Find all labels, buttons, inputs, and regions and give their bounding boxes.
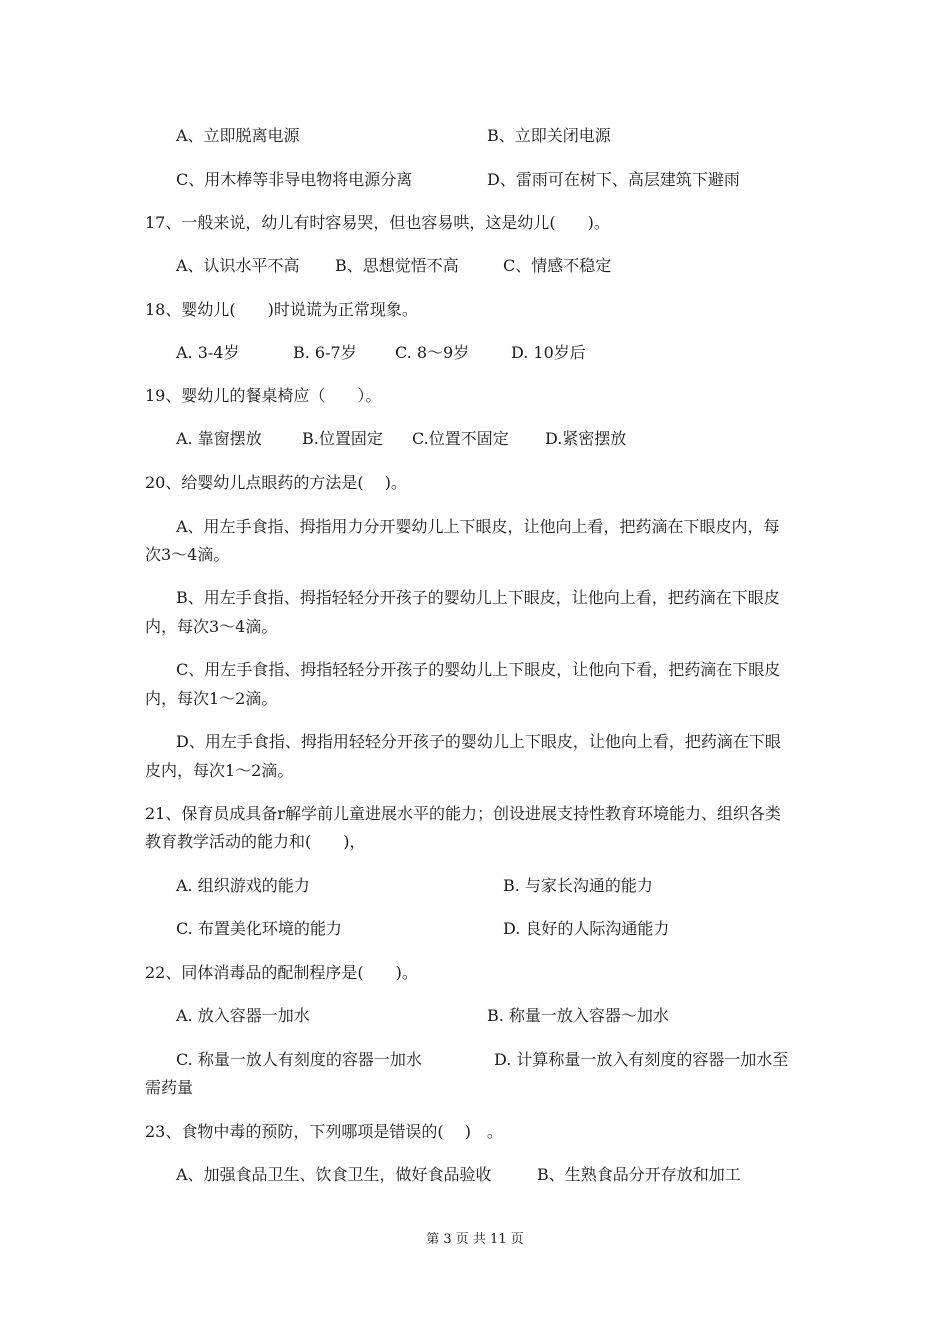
q21-option-c: C. 布置美化环境的能力	[176, 919, 342, 938]
q16-option-d: D、雷雨可在树下、高层建筑下避雨	[487, 170, 740, 189]
q22-option-d-line1: D. 计算称量一放入有刻度的容器一加水至	[494, 1050, 789, 1069]
q17-stem: 17、一般来说，幼儿有时容易哭，但也容易哄，这是幼儿( )。	[145, 213, 610, 232]
q20-option-b-line2: 内，每次3～4滴。	[145, 617, 278, 636]
q16-option-b: B、立即关闭电源	[487, 126, 611, 145]
q23-option-a: A、加强食品卫生、饮食卫生，做好食品验收	[176, 1165, 492, 1184]
q19-option-b: B.位置固定	[302, 429, 383, 448]
q22-option-c: C. 称量一放人有刻度的容器一加水	[176, 1050, 422, 1069]
q16-option-a: A、立即脱离电源	[176, 126, 300, 145]
q21-stem-line2: 教育教学活动的能力和( )，	[145, 832, 366, 851]
q18-option-b: B. 6-7岁	[293, 343, 357, 362]
q20-option-b-line1: B、用左手食指、拇指轻轻分开孩子的婴幼儿上下眼皮，让他向上看，把药滴在下眼皮	[176, 588, 780, 607]
q17-option-c: C、情感不稳定	[503, 256, 612, 275]
q21-stem-line1: 21、保育员成具备r解学前儿童进展水平的能力；创设进展支持性教育环境能力、组织各类	[145, 804, 782, 823]
q21-option-a: A. 组织游戏的能力	[176, 876, 310, 895]
q19-stem: 19、婴幼儿的餐桌椅应（ ）。	[145, 386, 382, 405]
q16-option-c: C、用木棒等非导电物将电源分离	[176, 170, 413, 189]
q18-option-d: D. 10岁后	[511, 343, 586, 362]
q22-stem: 22、同体消毒品的配制程序是( )。	[145, 963, 418, 982]
q20-option-a-line1: A、用左手食指、拇指用力分开婴幼儿上下眼皮，让他向上看，把药滴在下眼皮内，每	[176, 517, 780, 536]
q21-option-b: B. 与家长沟通的能力	[503, 876, 653, 895]
q20-option-d-line1: D、用左手食指、拇指用轻轻分开孩子的婴幼儿上下眼皮，让他向上看，把药滴在下眼	[176, 732, 781, 751]
q20-option-c-line1: C、用左手食指、拇指轻轻分开孩子的婴幼儿上下眼皮，让他向下看，把药滴在下眼皮	[176, 660, 781, 679]
q22-option-b: B. 称量一放入容器～加水	[487, 1006, 669, 1025]
q19-option-d: D.紧密摆放	[545, 429, 627, 448]
q19-option-c: C.位置不固定	[412, 429, 509, 448]
q22-option-d-line2: 需药量	[145, 1078, 194, 1097]
q20-option-d-line2: 皮内，每次1～2滴。	[145, 761, 294, 780]
q19-option-a: A. 靠窗摆放	[176, 429, 262, 448]
q18-stem: 18、婴幼儿( )时说谎为正常现象。	[145, 300, 418, 319]
q21-option-d: D. 良好的人际沟通能力	[503, 919, 670, 938]
q20-option-c-line2: 内，每次1～2滴。	[145, 689, 278, 708]
q23-option-b: B、生熟食品分开存放和加工	[537, 1165, 741, 1184]
q23-stem: 23、食物中毒的预防，下列哪项是错误的( ) 。	[145, 1122, 503, 1141]
q20-stem: 20、给婴幼儿点眼药的方法是( )。	[145, 473, 407, 492]
q17-option-a: A、认识水平不高	[176, 256, 300, 275]
q20-option-a-line2: 次3～4滴。	[145, 545, 230, 564]
q18-option-a: A. 3-4岁	[176, 343, 240, 362]
page-number-footer: 第 3 页 共 11 页	[426, 1232, 524, 1247]
q18-option-c: C. 8～9岁	[395, 343, 470, 362]
q22-option-a: A. 放入容器一加水	[176, 1006, 310, 1025]
q17-option-b: B、思想觉悟不高	[335, 256, 459, 275]
